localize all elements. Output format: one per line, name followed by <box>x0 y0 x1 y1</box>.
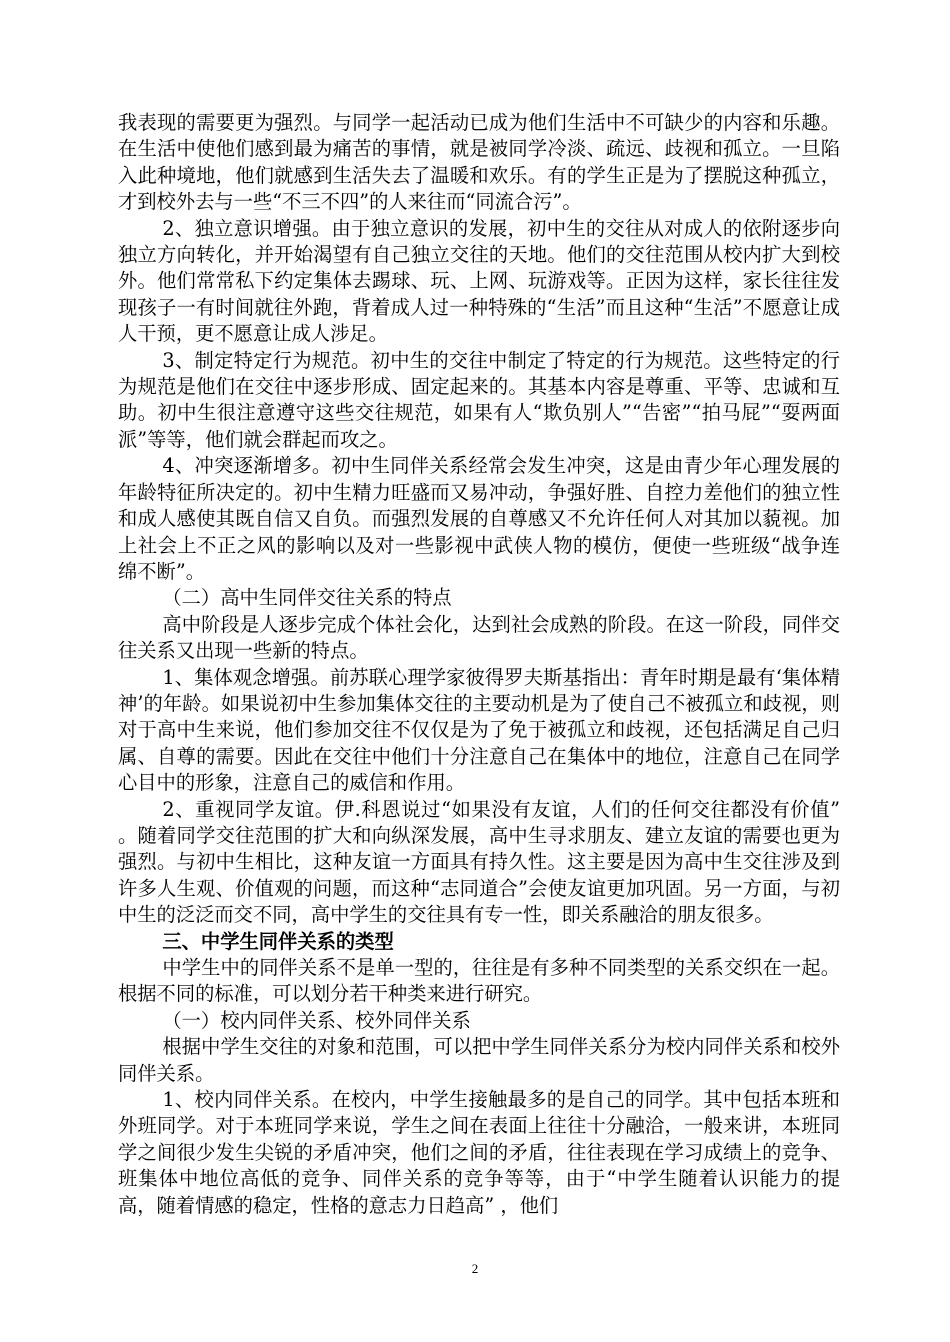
document-body <box>118 110 840 1219</box>
paragraph-conflicts: 4、冲突逐渐增多。初中生同伴关系经常会发生冲突，这是由青少年心理发展的年龄特征所决定的。初中生精力旺盛而又易冲动，争强好胜、自控力差他们的独立性和成人感使其既自信又自负。而强烈发展的自尊感又不允许任何人对其加以藐视。加上社会上不正之风的影响以及对一些影视中武侠人物的模仿，便使一些班级“战争连绵不断”。 <box>118 454 840 583</box>
paragraph-collective-concept: 1、集体观念增强。前苏联心理学家彼得罗夫斯基指出：青年时期是最有‘集体精神’的年龄。如果说初中生参加集体交往的主要动机是为了使自己不被孤立和歧视，则对于高中生来说，他们参加交往不仅仅是为了免于被孤立和歧视，还包括满足自己归属、自尊的需要。因此在交往中他们十分注意自己在集体中的地位，注意自己在同学心目中的形象，注意自己的威信和作用。 <box>118 665 840 795</box>
paragraph-high-school-intro: 高中阶段是人逐步完成个体社会化，达到社会成熟的阶段。在这一阶段，同伴交往关系又出现一些新的特点。 <box>118 612 840 663</box>
paragraph-behavior-norms: 3、制定特定行为规范。初中生的交往中制定了特定的行为规范。这些特定的行为规范是他们在交往中逐步形成、固定起来的。其基本内容是尊重、平等、忠诚和互助。初中生很注意遵守这些交往规范，如果有人“欺负别人”“告密”“拍马屁”“耍两面派”等等，他们就会群起而攻之。 <box>118 348 840 451</box>
paragraph-friendship: 2、重视同学友谊。伊.科恩说过“如果没有友谊，人们的任何交往都没有价值” 。随着同学交往范围的扩大和向纵深发展，高中生寻求朋友、建立友谊的需要也更为强烈。与初中生相比，这种友谊一方面具有持久性。这主要是因为高中生交往涉及到许多人生观、价值观的问题，而这种“志同道合”会使友谊更加巩固。另一方面，与初中生的泛泛而交不同，高中学生的交往具有专一性，即关系融洽的朋友很多。 <box>118 797 840 927</box>
paragraph-independence: 2、独立意识增强。由于独立意识的发展，初中生的交往从对成人的依附逐步向独立方向转化，并开始渴望有自己独立交往的天地。他们的交往范围从校内扩大到校外。他们常常私下约定集体去踢球、玩、上网、玩游戏等。正因为这样，家长往往发现孩子一有时间就往外跑，背着成人过一种特殊的“生活”而且这种“生活”不愿意让成人干预，更不愿意让成人涉足。 <box>118 216 840 346</box>
section-heading-peer-types: 三、中学生同伴关系的类型 <box>162 929 394 953</box>
subheading-high-school-features: （二）高中生同伴交往关系的特点 <box>162 586 452 610</box>
paragraph-classification: 根据中学生交往的对象和范围，可以把中学生同伴关系分为校内同伴关系和校外同伴关系。 <box>118 1035 840 1085</box>
page-number: 2 <box>471 1261 479 1276</box>
paragraph-inside-school: 1、校内同伴关系。在校内，中学生接触最多的是自己的同学。其中包括本班和外班同学。对于本班同学来说，学生之间在表面上往往十分融洽，一般来讲，本班同学之间很少发生尖锐的矛盾冲突，他们之间的矛盾，往往表现在学习成绩上的竞争、班集体中地位高低的竞争、同伴关系的竞争等等，由于“中学生随着认识能力的提高，随着情感的稳定，性格的意志力日趋高” ，他们 <box>118 1088 840 1217</box>
paragraph-continuation: 我表现的需要更为强烈。与同学一起活动已成为他们生活中不可缺少的内容和乐趣。在生活中使他们感到最为痛苦的事情，就是被同学冷淡、疏远、歧视和孤立。一旦陷入此种境地，他们就感到生活失去了温暖和欢乐。有的学生正是为了摆脱这种孤立，才到校外去与一些“不三不四”的人来往而“同流合污”。 <box>118 111 840 214</box>
paragraph-peer-types-intro: 中学生中的同伴关系不是单一型的，往往是有多种不同类型的关系交织在一起。根据不同的标准，可以划分若干种类来进行研究。 <box>118 956 840 1006</box>
subheading-inside-outside-school: （一）校内同伴关系、校外同伴关系 <box>162 1008 471 1032</box>
